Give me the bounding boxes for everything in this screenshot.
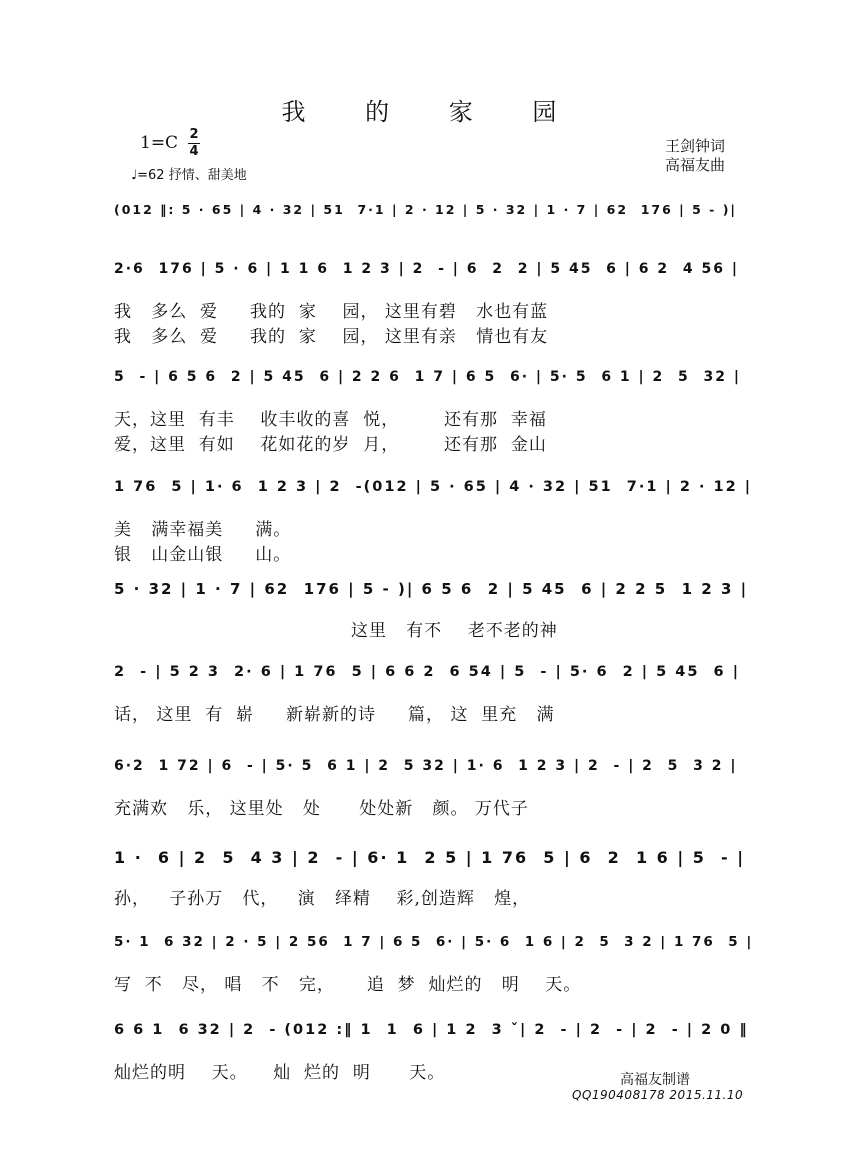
lyricist-credit: 王剑钟词 bbox=[665, 137, 726, 155]
key-signature: 1=C bbox=[140, 133, 179, 153]
lyric-line: 银 山金山银 山。 bbox=[114, 545, 292, 565]
tempo-marking: ♩=62 抒情、甜美地 bbox=[131, 168, 247, 183]
time-signature bbox=[188, 128, 200, 159]
score-row bbox=[114, 934, 754, 964]
lyric-line: 天，这里 有丰 收丰收的喜 悦， 还有那 幸福 bbox=[114, 410, 547, 430]
score-row bbox=[114, 1022, 754, 1052]
contact-info: QQ190408178 2015.11.10 bbox=[572, 1088, 744, 1102]
lyric-line: 美 满幸福美 满。 bbox=[114, 520, 292, 540]
notation-line: 5· 1 6 32 | 2 · 5 | 2 56 1 7 | 6 5 6· | 5· 6 1 6 | 2 5 3 2 | 1 76 5 | bbox=[114, 934, 754, 950]
notation-line: 2 - | 5 2 3 2· 6 | 1 76 5 | 6 6 2 6 54 | 5 - | 5· 6 2 | 5 45 6 | bbox=[114, 664, 740, 680]
score-row bbox=[114, 261, 754, 291]
lyric-line: 我 多么 爱 我的 家 园， 这里有碧 水也有蓝 bbox=[114, 302, 549, 322]
lyric-line: 充满欢 乐， 这里处 处 处处新 颜。 万代子 bbox=[114, 799, 529, 819]
score-row bbox=[114, 479, 754, 509]
notation-line: 6·2 1 72 | 6 - | 5· 5 6 1 | 2 5 32 | 1· 6 1 2 3 | 2 - | 2 5 3 2 | bbox=[114, 758, 738, 774]
lyric-line: 爱，这里 有如 花如花的岁 月， 还有那 金山 bbox=[114, 435, 547, 455]
score-row bbox=[114, 664, 754, 694]
score-row bbox=[114, 758, 754, 788]
notation-line: (012 ‖: 5 · 65 | 4 · 32 | 51 7·1 | 2 · 12 | 5 · 32 | 1 · 7 | 62 176 | 5 - )| bbox=[114, 202, 737, 217]
lyric-line: 话， 这里 有 崭 新崭新的诗 篇， 这 里充 满 bbox=[114, 705, 555, 725]
lyric-line: 我 多么 爱 我的 家 园， 这里有亲 情也有友 bbox=[114, 327, 549, 347]
notation-line: 5 - | 6 5 6 2 | 5 45 6 | 2 2 6 1 7 | 6 5 6· | 5· 5 6 1 | 2 5 32 | bbox=[114, 369, 741, 385]
notation-line: 6 6 1 6 32 | 2 - (012 :‖ 1 1 6 | 1 2 3 ˇ| 2 - | 2 - | 2 - | 2 0 ‖ bbox=[114, 1022, 749, 1038]
notation-line: 5 · 32 | 1 · 7 | 62 176 | 5 - )| 6 5 6 2 | 5 45 6 | 2 2 5 1 2 3 | bbox=[114, 580, 749, 598]
score-row bbox=[114, 580, 754, 610]
notation-line: 2·6 176 | 5 · 6 | 1 1 6 1 2 3 | 2 - | 6 2 2 | 5 45 6 | 6 2 4 56 | bbox=[114, 261, 739, 277]
composer-credit: 高福友曲 bbox=[665, 156, 726, 174]
copyist-credit: 高福友制谱 bbox=[620, 1072, 690, 1088]
lyric-line: 灿烂的明 天。 灿 烂的 明 天。 bbox=[114, 1063, 446, 1083]
score-row bbox=[114, 848, 754, 878]
time-sig-top: 2 bbox=[189, 127, 199, 142]
score-row bbox=[114, 202, 754, 232]
time-sig-bottom: 4 bbox=[189, 144, 199, 159]
lyric-line: 这里 有不 老不老的神 bbox=[114, 621, 558, 641]
credits bbox=[665, 137, 725, 175]
notation-line: 1 · 6 | 2 5 4 3 | 2 - | 6· 1 2 5 | 1 76 5 | 6 2 1 6 | 5 - | bbox=[114, 848, 746, 867]
lyric-line: 孙， 子孙万 代， 演 绎精 彩,创造辉 煌， bbox=[114, 889, 531, 909]
score-row bbox=[114, 369, 754, 399]
lyric-line: 写 不 尽， 唱 不 完， 追 梦 灿烂的 明 天。 bbox=[114, 975, 582, 995]
notation-line: 1 76 5 | 1· 6 1 2 3 | 2 -(012 | 5 · 65 | 4 · 32 | 51 7·1 | 2 · 12 | bbox=[114, 479, 753, 495]
song-title: 我 的 家 园 bbox=[281, 98, 583, 126]
